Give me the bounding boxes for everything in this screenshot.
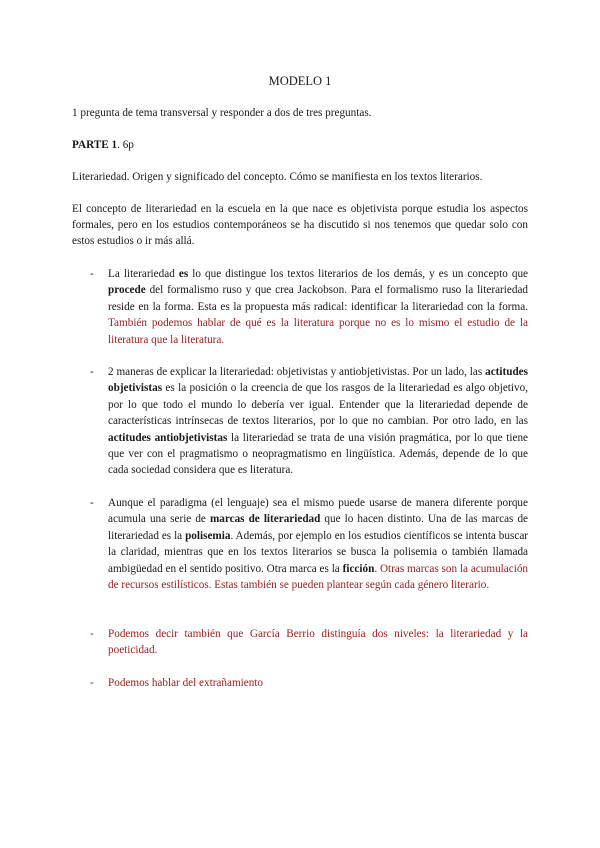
list-item-text: Aunque el paradigma (el lenguaje) sea el mismo puede usarse de manera diferente porque acumula una serie de marcas de literariedad que lo hacen distinto. Una de las marcas de literariedad es la polisemia. Además, por ejemplo en los estudios científicos se intenta buscar la claridad, mientras que en los textos literarios se busca la polisemia o también llamada ambigüedad en el sentido positivo. Otra marca es la ficción. Otras marcas son la acumulación de recursos estilísticos. Estas también se pueden plantear según cada género literario. [108, 497, 529, 592]
part-points: . 6p [117, 139, 134, 151]
list-item [90, 626, 528, 659]
topic-line: Literariedad. Origen y significado del concepto. Cómo se manifiesta en los textos literarios. [72, 171, 483, 183]
document-title: MODELO 1 [268, 74, 332, 88]
list-item-text: Podemos decir también que García Berrio distinguía dos niveles: la literariedad y la poeticidad. [108, 628, 528, 657]
intro-paragraph: El concepto de literariedad en la escuela en la que nace es objetivista porque estudia los aspectos formales, pero en los estudios contemporáneos se ha discutido si nos tenemos que quedar solo con estos estudios o ir más allá. [72, 203, 528, 247]
dash-bullet: - [90, 366, 94, 378]
list-item-text: 2 maneras de explicar la literariedad: objetivistas y antiobjetivistas. Por un lado, las actitudes objetivistas es la posición o la creencia de que los rasgos de la literariedad es algo objetivo, por lo que todo el mundo lo debería ver igual. Entender que la literariedad depende de características intrínsecas de textos literarios, por lo que no cambian. Por otro lado, en las actitudes antiobjetivistas la literariedad se trata de una visión pragmática, por lo que tiene que ver con el pragmatismo o neopragmatismo en lingüística. Además, depende de lo que cada sociedad considera que es literatura. [108, 366, 528, 477]
highlight-text: También podemos hablar de qué es la literatura porque no es lo mismo el estudio de la literatura que la literatura. [108, 317, 528, 346]
list-item [90, 266, 528, 348]
highlight-text: Otras marcas son la acumulación de recursos estilísticos. Estas también se pueden plantear según cada género literario. [108, 562, 529, 592]
list-item [90, 364, 528, 479]
exam-instructions: 1 pregunta de tema transversal y responder a dos de tres preguntas. [72, 107, 372, 119]
dash-bullet: - [90, 497, 94, 509]
part-heading [72, 137, 528, 153]
dash-bullet: - [90, 677, 94, 689]
list-item [90, 675, 528, 691]
list-item-text: La literariedad es lo que distingue los textos literarios de los demás, y es un concepto que procede del formalismo ruso y que crea Jackobson. Para el formalismo ruso la literariedad reside en la forma. Esta es la propuesta más radical: identificar la literariedad con la forma. También podemos hablar de qué es la literatura porque no es lo mismo el estudio de la literatura que la literatura. [108, 268, 529, 346]
list-item [90, 495, 528, 593]
dash-bullet: - [90, 268, 94, 280]
list-item-text: Podemos hablar del extrañamiento [108, 677, 264, 689]
part-label: PARTE 1 [72, 139, 118, 151]
dash-bullet: - [90, 628, 94, 640]
